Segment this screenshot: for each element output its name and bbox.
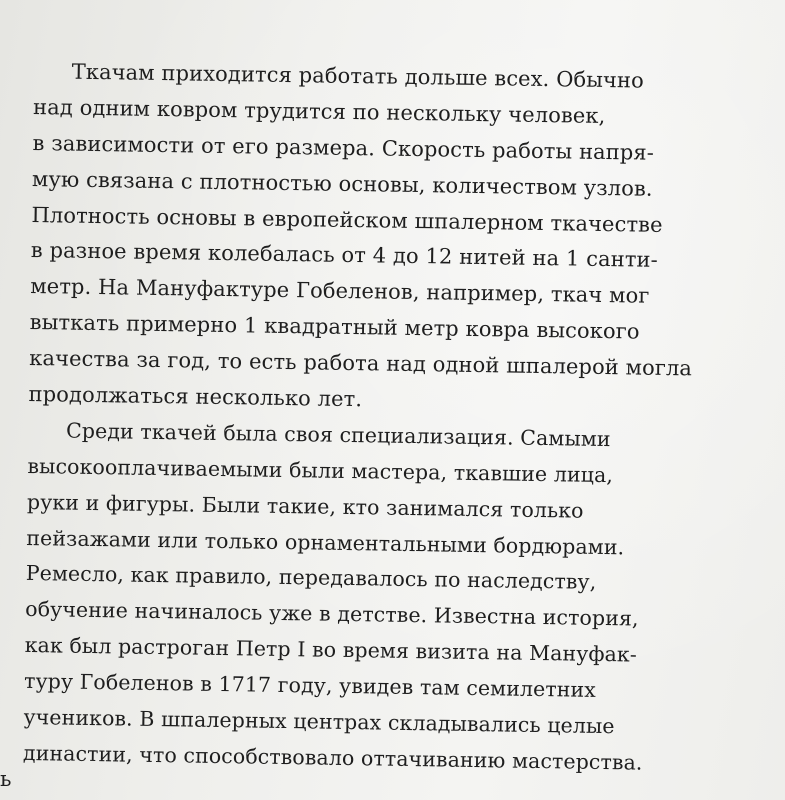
text-line: высокооплачиваемыми были мастера, ткавшие лица,: [27, 453, 614, 487]
text-line: качества за год, то есть работа над одной шпалерой могла: [29, 346, 693, 381]
text-line: династии, что способствовало оттачиванию мастерства.: [22, 740, 643, 775]
text-line: как был растроган Петр I во время визита на Мануфак-: [24, 633, 638, 667]
text-line: пейзажами или только орнаментальными бордюрами.: [26, 525, 625, 559]
text-line: выткать примерно 1 квадратный метр ковра высокого: [29, 310, 640, 344]
text-line: Ремесло, как правило, передавалось по наследству,: [25, 561, 597, 595]
text-line: метр. На Мануфактуре Гобеленов, например, ткач мог: [30, 274, 650, 309]
text-line: руки и фигуры. Были такие, кто занимался только: [26, 489, 584, 523]
text-line: над одним ковром трудится по нескольку человек,: [32, 94, 606, 128]
text-line: в зависимости от его размера. Скорость работы напря-: [32, 130, 655, 165]
page-edge-fragment: ь: [0, 767, 12, 791]
text-line: туру Гобеленов в 1717 году, увидев там семилетних: [23, 669, 597, 703]
text-line: обучение начиналось уже в детстве. Известна история,: [25, 597, 639, 631]
paragraph-1: [28, 54, 764, 424]
text-line: Плотность основы в европейском шпалерном ткачестве: [31, 202, 663, 237]
text-line: Среди ткачей была своя специализация. Самыми: [65, 418, 611, 452]
text-line: продолжаться несколько лет.: [28, 381, 363, 412]
paragraph-2: [23, 413, 759, 783]
text-line: мую связана с плотностью основы, количеством узлов.: [31, 166, 653, 201]
text-line: Ткачам приходится работать дольше всех. Обычно: [71, 59, 645, 93]
text-block: [23, 54, 764, 783]
text-line: учеников. В шпалерных центрах складывались целые: [23, 704, 615, 739]
text-line: в разное время колебалась от 4 до 12 нитей на 1 санти-: [30, 238, 659, 273]
